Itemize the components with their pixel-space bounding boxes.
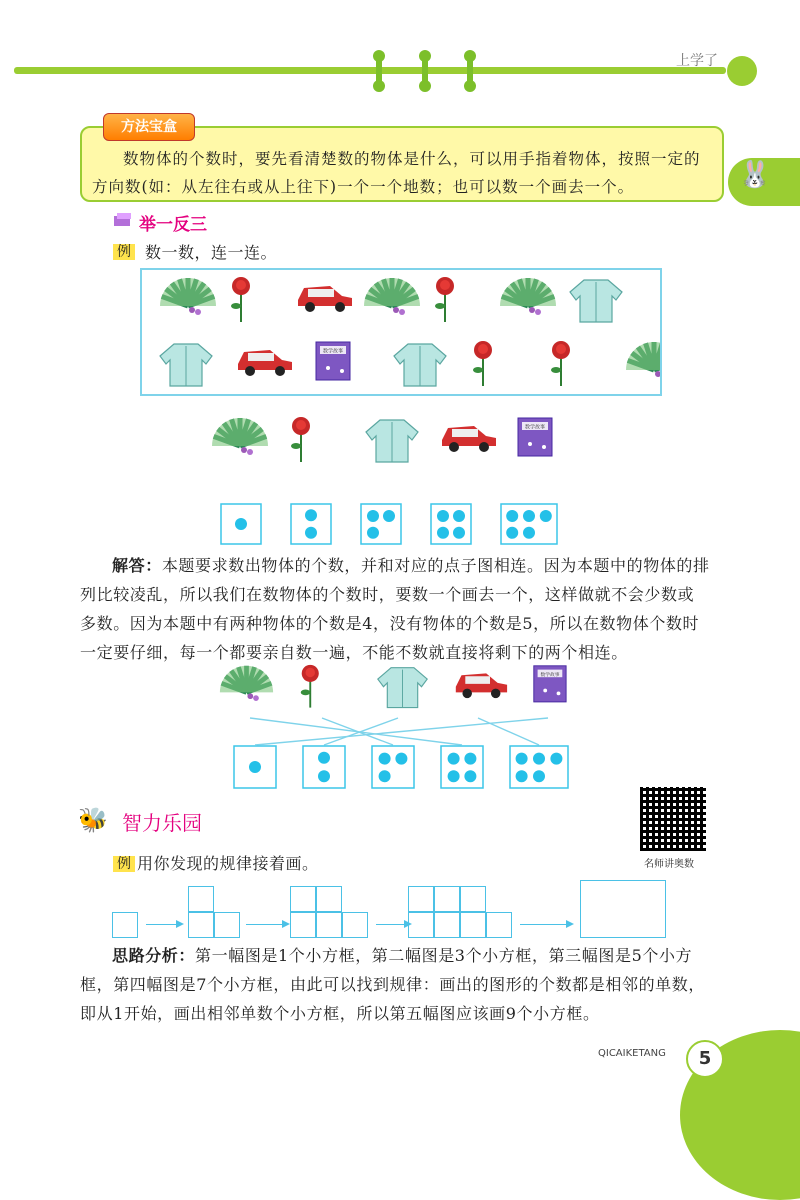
pattern-square — [434, 912, 460, 938]
objects-canvas — [140, 268, 660, 394]
jacket-icon — [366, 420, 418, 462]
answer-label: 解答： — [112, 556, 162, 575]
method-text: 数物体的个数时，要先看清楚数的物体是什么，可以用手指着物体，按照一定的方向数(如：从左往右或从上往下)一个一个地数；也可以数一个画去一个。 — [92, 150, 701, 196]
rose-icon — [473, 341, 492, 386]
jacket-icon — [570, 280, 622, 322]
dot-card — [431, 504, 471, 544]
arrow-line — [376, 924, 406, 925]
jacket-icon — [394, 344, 446, 386]
qr-code[interactable] — [640, 787, 706, 851]
car-icon — [298, 286, 352, 312]
rose-icon — [551, 341, 570, 386]
book-stack-icon — [113, 211, 135, 229]
dot-card — [291, 504, 331, 544]
binder-ring — [467, 52, 473, 90]
mascot-icon — [727, 56, 757, 86]
binder-ring — [422, 52, 428, 90]
pattern-square — [316, 912, 342, 938]
footer-brand: QICAIKETANG — [598, 1048, 666, 1059]
section-title: 举一反三 — [139, 215, 207, 235]
analysis-label: 思路分析： — [112, 946, 196, 965]
pattern-square — [342, 912, 368, 938]
dot-card — [441, 746, 483, 788]
book-icon — [518, 418, 552, 456]
fan-icon — [364, 278, 420, 315]
pattern-square — [460, 886, 486, 912]
svg-text:数学故事: 数学故事 — [524, 424, 546, 431]
pattern-square — [408, 912, 434, 938]
dot-card — [221, 504, 261, 544]
svg-text:数学故事: 数学故事 — [540, 672, 560, 678]
brand-label: 上学了 — [676, 53, 718, 69]
dot-card — [361, 504, 401, 544]
arrow-head-icon — [566, 920, 574, 928]
pattern-square — [434, 886, 460, 912]
jacket-icon — [378, 668, 427, 708]
connector-line — [255, 718, 548, 745]
analysis-text: 第一幅图是1个小方框，第二幅图是3个小方框，第三幅图是5个小方框，第四幅图是7个小方框，由此可以找到规律：画出的图形的个数都是相邻的单数，即从1开始，画出相邻单数个小方框，所以第五幅图应该画9个小方框。 — [80, 946, 705, 1023]
answer-blank-box[interactable] — [580, 880, 666, 938]
arrow-line — [146, 924, 178, 925]
rose-icon — [435, 277, 454, 322]
answer-paragraph — [80, 551, 710, 667]
analysis-paragraph — [80, 941, 710, 1028]
fan-icon — [220, 666, 273, 701]
rose-icon — [291, 417, 310, 462]
example-tag-2: 例 — [113, 856, 135, 872]
section-title-2: 智力乐园 — [122, 811, 202, 835]
rose-icon — [301, 665, 319, 708]
dot-card — [510, 746, 568, 788]
pattern-square — [188, 886, 214, 912]
car-icon — [442, 426, 496, 452]
connector-line — [324, 718, 398, 745]
pattern-square — [316, 886, 342, 912]
example-text-2: 用你发现的规律接着画。 — [137, 854, 319, 873]
example-text: 数一数，连一连。 — [145, 243, 278, 262]
arrow-head-icon — [176, 920, 184, 928]
jacket-icon — [160, 344, 212, 386]
fan-icon — [500, 278, 556, 315]
pattern-square — [290, 886, 316, 912]
connector-line — [322, 718, 393, 745]
fan-icon — [212, 418, 268, 455]
svg-text:数学故事: 数学故事 — [322, 348, 344, 355]
example-tag: 例 — [113, 244, 135, 260]
pattern-square — [460, 912, 486, 938]
method-tag: 方法宝盒 — [103, 113, 195, 141]
car-icon — [238, 350, 292, 376]
matched-figure — [210, 660, 590, 790]
dot-card — [372, 746, 414, 788]
match-objects — [200, 412, 590, 472]
car-icon — [456, 673, 507, 698]
dot-card — [234, 746, 276, 788]
book-icon — [534, 666, 566, 702]
arrow-line — [520, 924, 568, 925]
pattern-square — [290, 912, 316, 938]
pattern-square — [408, 886, 434, 912]
rose-icon — [231, 277, 250, 322]
page-number: 5 — [686, 1040, 724, 1078]
bunny-icon: 🐰 — [738, 160, 772, 190]
binder-ring — [376, 52, 382, 90]
arrow-line — [246, 924, 284, 925]
pattern-square — [112, 912, 138, 938]
pattern-square — [214, 912, 240, 938]
qr-label: 名师讲奥数 — [644, 859, 694, 870]
book-icon — [316, 342, 350, 380]
dot-cards — [215, 500, 575, 550]
pattern-square — [486, 912, 512, 938]
pattern-figure — [110, 880, 670, 940]
header-rule — [14, 67, 726, 74]
pattern-square — [188, 912, 214, 938]
fan-icon — [626, 342, 660, 379]
fan-icon — [160, 278, 216, 315]
dot-card — [501, 504, 557, 544]
bee-books-icon: 🐝 — [78, 806, 108, 834]
dot-card — [303, 746, 345, 788]
arrow-head-icon — [282, 920, 290, 928]
answer-text: 本题要求数出物体的个数，并和对应的点子图相连。因为本题中的物体的排列比较凌乱，所以我们在数物体的个数时，要数一个画去一个，这样做就不会少数或多数。因为本题中有两种物体的个数是4，没有物体的个数是5，所以在数物体个数时一定要仔细，每一个都要亲自数一遍，不能不数就直接将剩下的两个相连。 — [80, 556, 710, 662]
